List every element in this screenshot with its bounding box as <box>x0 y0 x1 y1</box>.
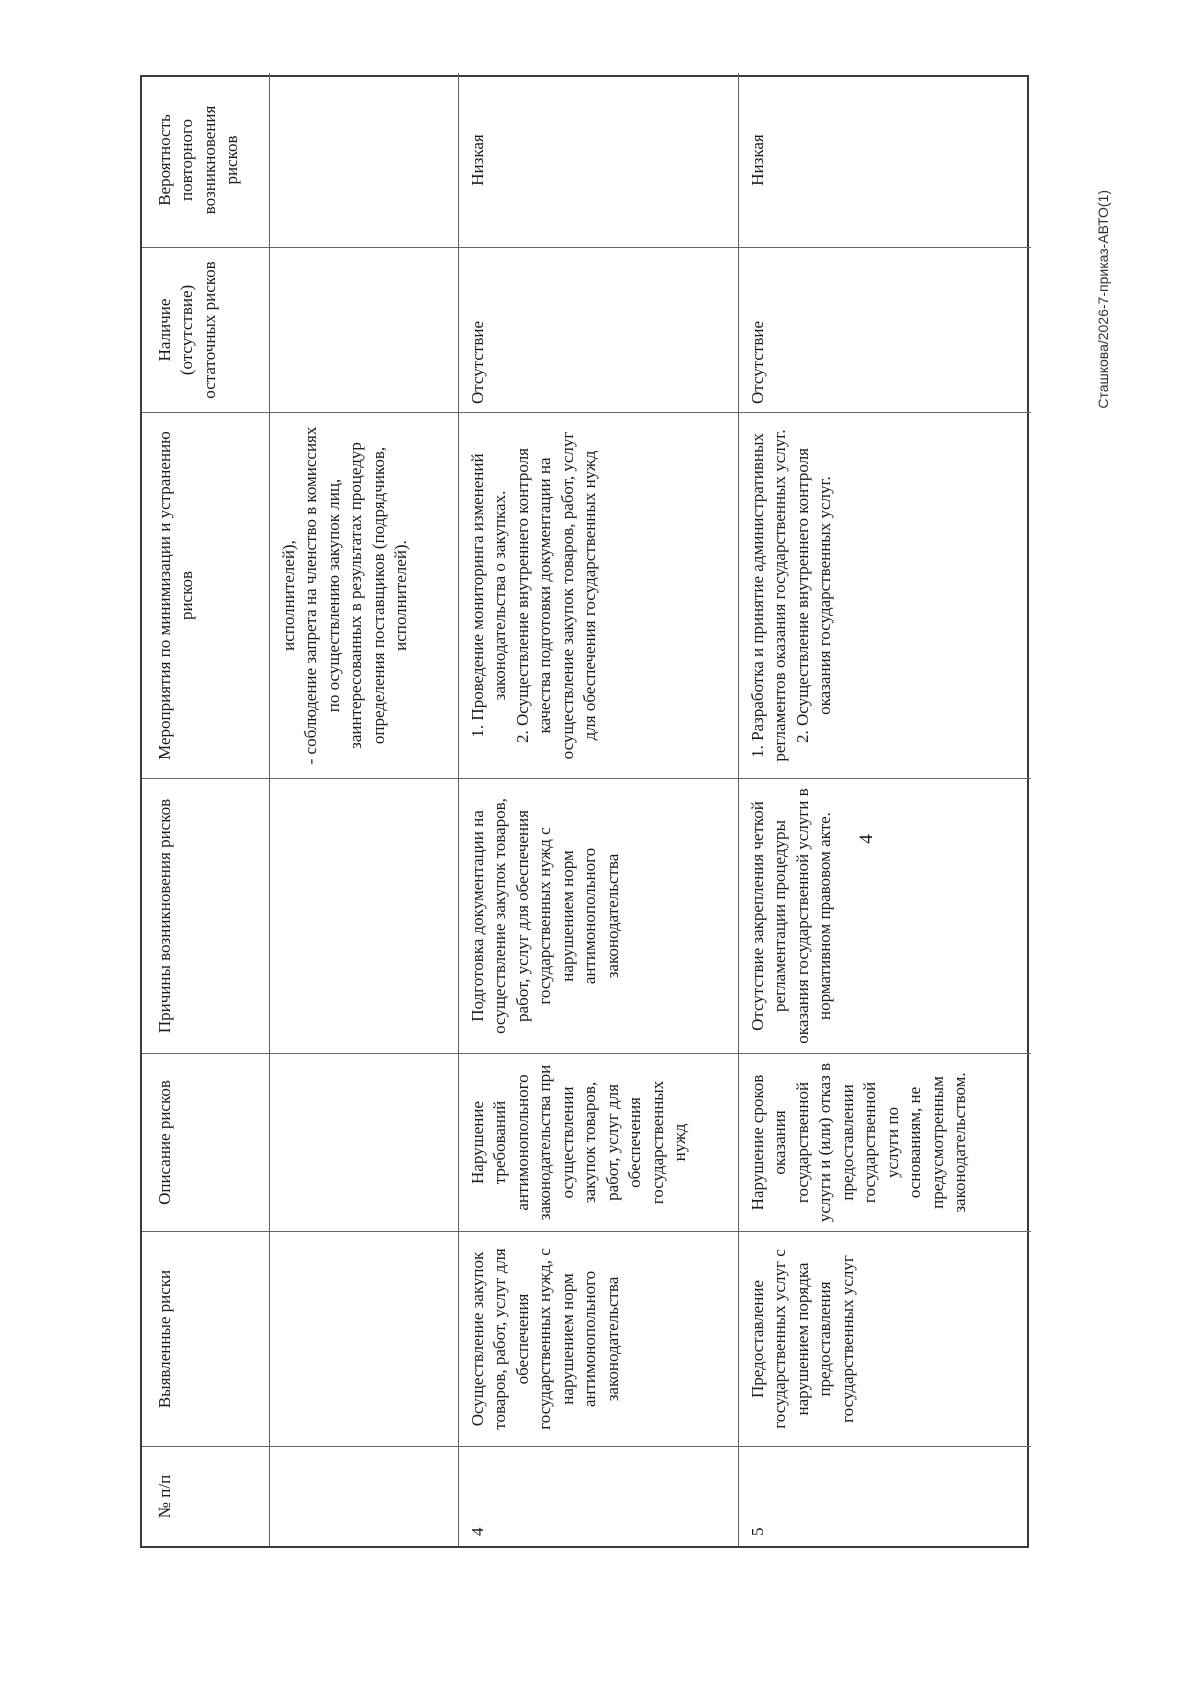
header-risk-causes: Причины возникновения рисков <box>142 778 270 1053</box>
header-residual-risks: Наличие (отсутствие) остаточных рисков <box>142 247 270 412</box>
cont-residual <box>270 247 459 412</box>
document-code: Сташкова/2026-7-приказ-АВТО(1) <box>1095 190 1111 409</box>
row-4-cause: Подготовка документации на осуществление закупок товаров, работ, услуг для обеспечения государственных нужд с нарушением норм антимонопольного законодательства <box>459 778 739 1053</box>
row-4-risk: Осуществление закупок товаров, работ, услуг для обеспечения государственных нужд, с нарушением норм антимонопольного законодательства <box>459 1231 739 1446</box>
cont-cause <box>270 778 459 1053</box>
row-4-measures: 1. Проведение мониторинга изменений законодательства о закупках. 2. Осуществление внутреннего контроля качества подготовки документации на осуществление закупок товаров, работ, услуг для обеспечения государственных нужд <box>459 412 739 778</box>
header-mitigation-measures: Мероприятия по минимизации и устранению рисков <box>142 412 270 778</box>
cont-risk <box>270 1231 459 1446</box>
row-4-description: Нарушение требований антимонопольного законодательства при осуществлении закупок товаров, работ, услуг для обеспечения государственных нужд <box>459 1053 739 1231</box>
row-4-num: 4 <box>459 1446 739 1546</box>
cont-probability <box>270 73 459 247</box>
cont-num <box>270 1446 459 1546</box>
row-5-num: 5 <box>739 1446 1031 1546</box>
row-4-residual: Отсутствие <box>459 247 739 412</box>
page-number: 4 <box>856 834 877 844</box>
header-num: № п/п <box>142 1446 270 1546</box>
row-4-probability: Низкая <box>459 73 739 247</box>
row-5-cause: Отсутствие закрепления четкой регламентации процедуры оказания государственной услуги в нормативном правовом акте. <box>739 778 1031 1053</box>
row-5-probability: Низкая <box>748 134 767 186</box>
row-5-risk: Предоставление государственных услуг с нарушением порядка предоставления государственных услуг <box>739 1231 1031 1446</box>
header-risk-description: Описание рисков <box>142 1053 270 1231</box>
risk-table <box>140 75 1029 1548</box>
cont-measures: исполнителей), - соблюдение запрета на членство в комиссиях по осуществлению закупок лиц, заинтересованных в результатах процедур определения поставщиков (подрядчиков, исполнителей). <box>270 412 459 778</box>
cont-description <box>270 1053 459 1231</box>
row-5-residual: Отсутствие <box>739 247 1031 412</box>
header-identified-risks: Выявленные риски <box>142 1231 270 1446</box>
row-5-description: Нарушение сроков оказания государственной услуги и (или) отказ в предоставлении государственной услуги по основаниям, не предусмотренным законодательством. <box>739 1053 1031 1231</box>
header-recurrence-probability: Вероятность повторного возникновения рисков <box>142 73 270 247</box>
row-5-measures: 1. Разработка и принятие административных регламентов оказания государственных услуг. 2. Осуществление внутреннего контроля оказания государственных услуг. <box>739 412 1031 778</box>
